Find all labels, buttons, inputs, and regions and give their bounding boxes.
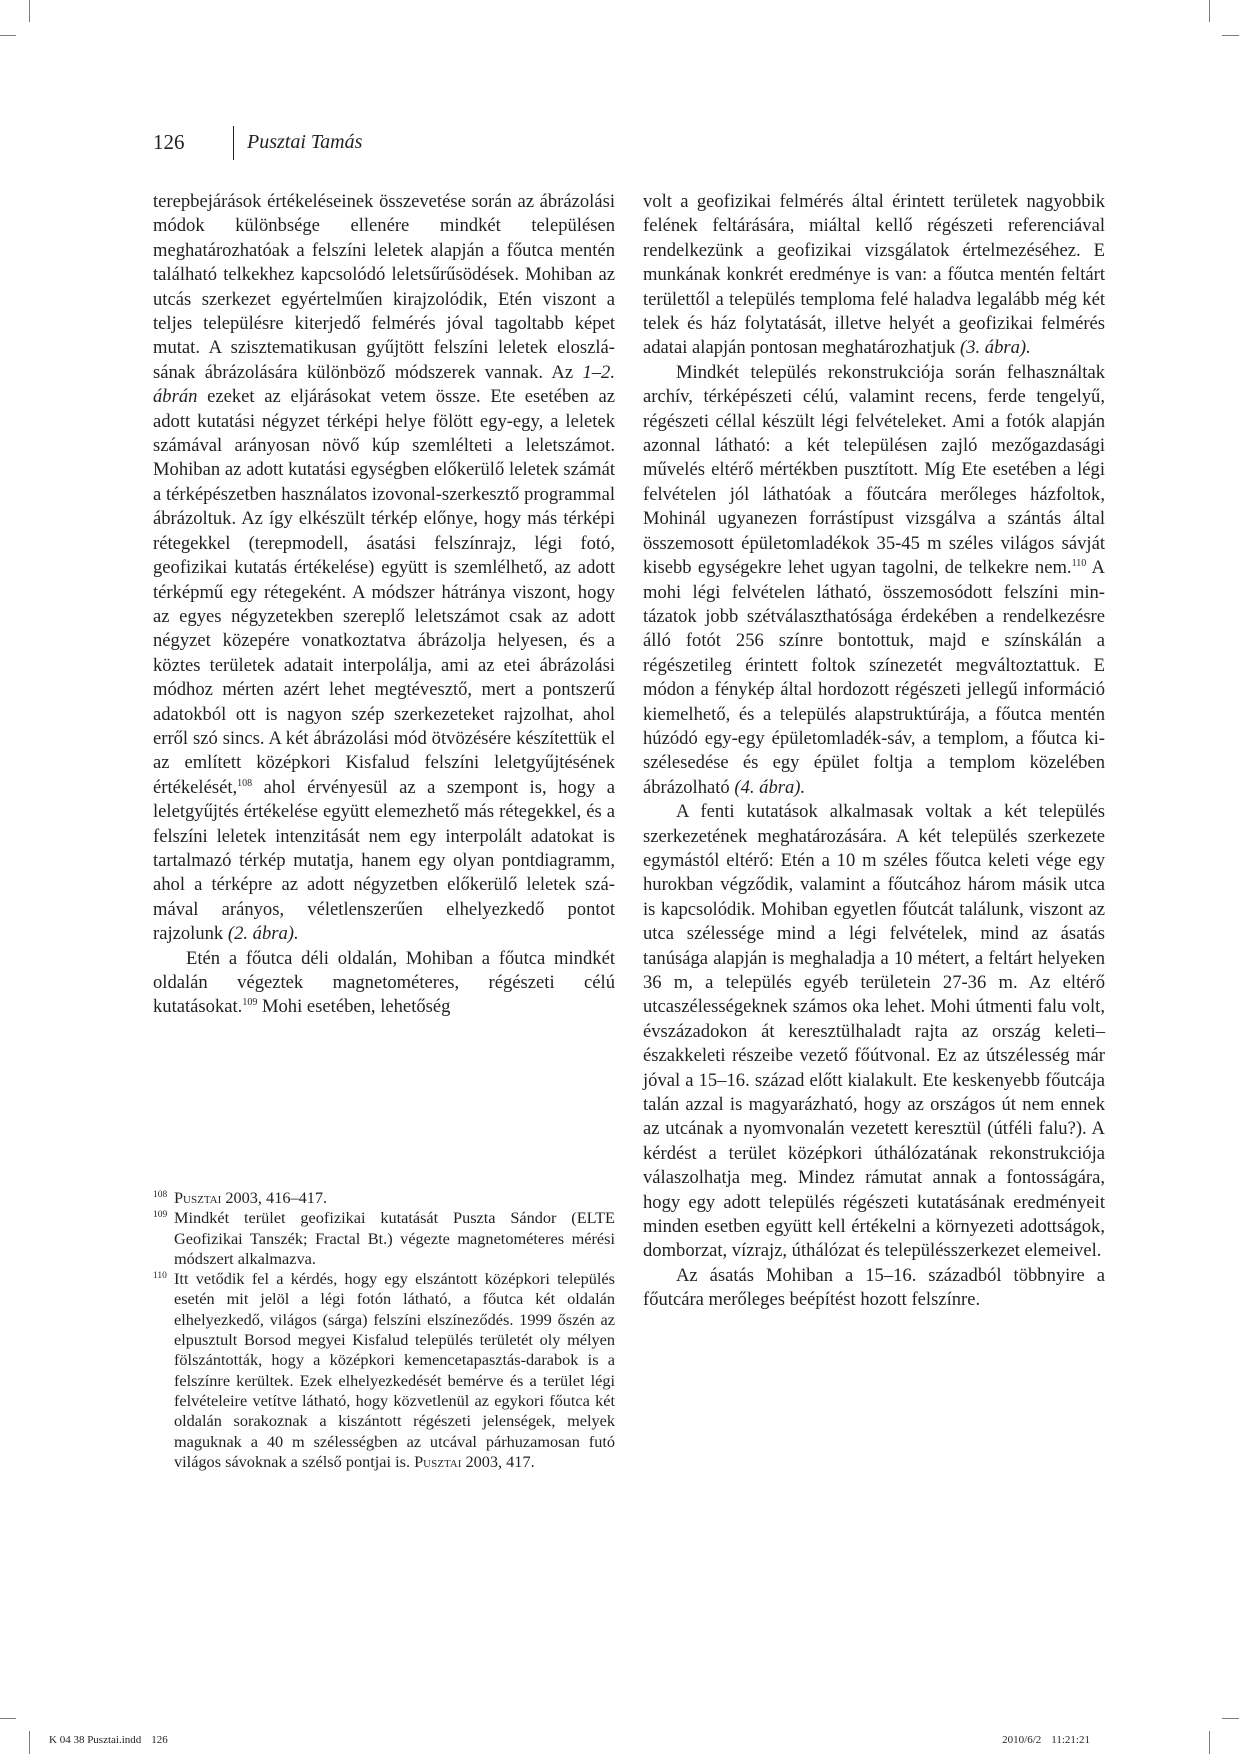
crop-mark-top-left-horizontal (0, 35, 16, 36)
crop-mark-top-right-vertical (1209, 0, 1210, 22)
page-number: 126 (153, 130, 185, 154)
footnote-text: Itt vetődik fel a kérdés, hogy egy elszántott középkori település esetén mit jelöl a légi fotón látható, a főutca két oldalán elhelyezkedő, világos (sárga) felszíni elszíneződés. 1999 őszén az elpusztult Borsod megyei Kisfalud település területét oly mélyen fölszántották, hogy a középkori kemencetapasztás-darabok is a felszínre kerültek. Ezek elhelyezkedését bemérve és a terület légi felvételeire vetítve látható, hogy közvetlenül az egykori főutca két oldalán sorakoznak a kiszántott régészeti jelenségek, melyek maguknak a 40 m szélességben az utcával párhuzamosan futó világos sávoknak a szélső pontjai is. (174, 1269, 615, 1471)
slug-date: 2010/6/2 (1002, 1734, 1042, 1746)
figure-reference: (2. ábra). (227, 923, 299, 945)
print-slug-timestamp (1002, 1734, 1090, 1746)
body-paragraph: Az ásatás Mohiban a 15–16. századból többnyire a főutcára merőleges beépítést hozott felszínre. (643, 1264, 1105, 1311)
footnote-text: Mindkét terület geofizikai kutatását Puszta Sándor (ELTE Geofizikai Tanszék; Fractal Bt.) végezte magnetométeres mérési módszert alkalmazva. (174, 1208, 615, 1268)
running-head-author: Pusztai Tamás (247, 131, 363, 153)
print-slug-file (49, 1734, 168, 1746)
paragraph-text: ahol érvényesül az a szempont is, hogy a leletgyűjtés értékelése együtt elemezhető más rétegekkel, és a felszíni leletek intenzitását nem egy interpolált adatokat is tartalmazó térkép mutatja, hanem egy olyan pontdiagramm, ahol a térképre az adott négyzetben előkerülő leletek számával arányos, véletlenszerűen elhelyezkedő pontot rajzolunk (153, 776, 615, 945)
header-divider (233, 126, 234, 160)
body-paragraph: A fenti kutatások alkalmasak voltak a két település szerkezetének meghatározására. A két település szerkezete egymástól eltérő: Etén a 10 m széles főutca keleti vége egy hurokban végződik, valamint a főutcához három másik utca is kapcsolódik. Mohiban egyetlen főutcát találunk, viszont az utca szélessége mind a légi felvételek, mind az ásatás tanúsága alapján is meghaladja a 10 métert, a feltárt helyeken 36 m, a település egyéb területein 27-36 m. Az eltérő utcaszélességeknek számos oka lehet. Mohi útmenti falu volt, évszázadokon át keresztülhaladt rajta az ország keleti–északkeleti részeibe vezető főútvonal. Ez az útszélesség már jóval a 15–16. század előtt kialakult. Ete keskenyebb főutcája talán azzal is magyarázható, hogy az országos út nem ennek az utcának a nyomvonalán vezetett keresztül (útféli falu?). A kérdést a terület középkori úthálózatának rekonstrukciója válaszolhatja meg. Mindez rámutat annak a fontosságára, hogy egy adott település régészeti kutatásának eredményeit minden esetben együtt kell értékelni a környezeti adottságok, domborzat, vízrajz, úthálózat és településszerkezet elemeivel. (643, 801, 1105, 1262)
footnote-108 (153, 1188, 615, 1208)
cited-author: Pusztai (174, 1188, 222, 1207)
footnote-109 (153, 1208, 615, 1269)
paragraph-text: terepbejárások értékeléseinek összevetése során az ábrázolási módok különbsége ellenére mindkét településen meghatározhatóak a felszíni leletek alapján a főutca mentén található telkekhez kapcsolódó leletsűrűsödések. Mohiban az utcás szerkezet egyértelműen kirajzolódik, Etén viszont a teljes településre kiterjedő felmérés jóval tagoltabb képet mutat. A szisztematikusan gyűjtött felszíni leletek eloszlásának ábrázolására különböző módszerek vannak. Az (153, 191, 615, 383)
paragraph-text: Mohi esetében, lehetőség (257, 996, 451, 1018)
footnote-reference[interactable]: 108 (237, 777, 253, 789)
footnote-number: 109 (153, 1210, 168, 1221)
footnote-text-tail: 2003, 417. (461, 1451, 535, 1471)
footnote-reference[interactable]: 109 (242, 997, 258, 1009)
crop-mark-bottom-left-vertical (29, 1731, 30, 1754)
running-head (153, 126, 653, 160)
slug-page: 126 (151, 1734, 168, 1746)
footnote-number: 110 (153, 1271, 167, 1282)
paragraph-text: volt a geofizikai felmérés által érintett területek nagyobbik felének feltárására, miáltal kellő régészeti referenciával rendelkezünk a geofizikai vizsgálatok értelmezéséhez. E munkának konkrét eredménye is van: a főutca mentén feltárt területtől a település temploma felé haladva legalább még két telek és ház folytatását, illetve helyét a geofizikai felmérés adatai alapján pontosan meghatározhatjuk (643, 191, 1105, 359)
figure-reference: 1–2. ábrán (153, 361, 615, 408)
footnote-text: 2003, 416–417. (221, 1188, 328, 1207)
footnotes (153, 1188, 615, 1472)
body-paragraph (153, 190, 615, 947)
crop-mark-bottom-right-vertical (1209, 1731, 1210, 1754)
footnote-number: 108 (153, 1190, 168, 1200)
crop-mark-bottom-right-horizontal (1222, 1718, 1239, 1719)
slug-time: 11:21:21 (1051, 1734, 1090, 1746)
body-paragraph (643, 361, 1105, 800)
crop-mark-top-right-horizontal (1222, 35, 1239, 36)
crop-mark-bottom-left-horizontal (0, 1718, 16, 1719)
left-column (153, 190, 615, 1020)
slug-filename: K 04 38 Pusztai.indd (49, 1734, 142, 1746)
footnote-110 (153, 1269, 615, 1472)
right-column (643, 190, 1105, 1313)
paragraph-text: ezeket az eljárásokat vetem össze. Ete esetében az adott kutatási négyzet térképi helye fölött egy-egy, a leletek számával arányosan növő kúp szemlélteti a leletszámot. Mohiban az adott kutatási egységben előkerülő leletek számát a térképészetben használatos izovonal-szerkesztő programmal ábrázoltuk. Az így elkészült térkép előnye, hogy más térképi rétegekkel (terepmodell, ásatási felszínrajz, légi fotó, geofizikai kutatás értékelése) együtt is szemlélhető, az adott térképmű egy rétegeként. A módszer hátránya viszont, hogy az egyes négyzetekben szereplő leletszámot csak az adott négyzet közepére vonatkoztatva ábrázolja helyesen, és a köztes területek adatait interpolálja, ami az etei ábrázolási módhoz mérten azért lehet megtévesztő, mert a pontszerű adatokból ott is nagyon szép szerkezeteket rajzolhat, ahol erről szó sincs. A két ábrázolási mód ötvözésére készítettük el az említett középkori Kisfalud felszíni leletgyűjtésének értékelését, (153, 386, 615, 798)
paragraph-text: Mindkét település rekonstrukciója során felhasználtak archív, térképészeti célú, valamint recens, ferde tengelyű, régészeti céllal készült légi felvételeket. Ami a fotók alapján azonnal látható: a két településen zajló mezőgazdasági művelés eltérő mértékben pusztított. Míg Ete esetében a légi felvételen jól láthatóak a főutcára merőleges házfoltok, Mohinál ugyanezen forrástípust vizsgálva a szántás által összemosott épületomladékok 35-45 m széles világos sávját kisebb egységekre lehet ugyan tagolni, de telkekre nem. (643, 361, 1105, 579)
figure-reference: (3. ábra). (960, 337, 1031, 359)
body-paragraph (643, 190, 1105, 361)
cited-author: Pusztai (414, 1451, 462, 1471)
crop-mark-top-left-vertical (29, 0, 30, 22)
paragraph-text: Etén a főutca déli oldalán, Mohiban a főutca mindkét oldalán végeztek magnetométeres, régészeti célú kutatásokat. (153, 947, 615, 1018)
figure-reference: (4. ábra). (734, 776, 806, 798)
footnote-reference[interactable]: 110 (1071, 558, 1087, 570)
paragraph-text: A mohi légi felvételen látható, összemosódott felszíni mintázatok jobb szétválaszthatósága érdekében a rendelkezésre álló fotót 256 színre bontottuk, majd e színskálán a régészetileg érintett foltok színezetét megváltoztattuk. E módon a fénykép által hordozott régészeti jellegű információ kiemelhető, és a település alapstruktúrája, a főutca mentén húzódó egy-egy épületomladék-sáv, a templom, a főutca kiszélesedése és egy épület foltja a templom közelében ábrázolható (643, 557, 1105, 798)
body-paragraph (153, 947, 615, 1020)
